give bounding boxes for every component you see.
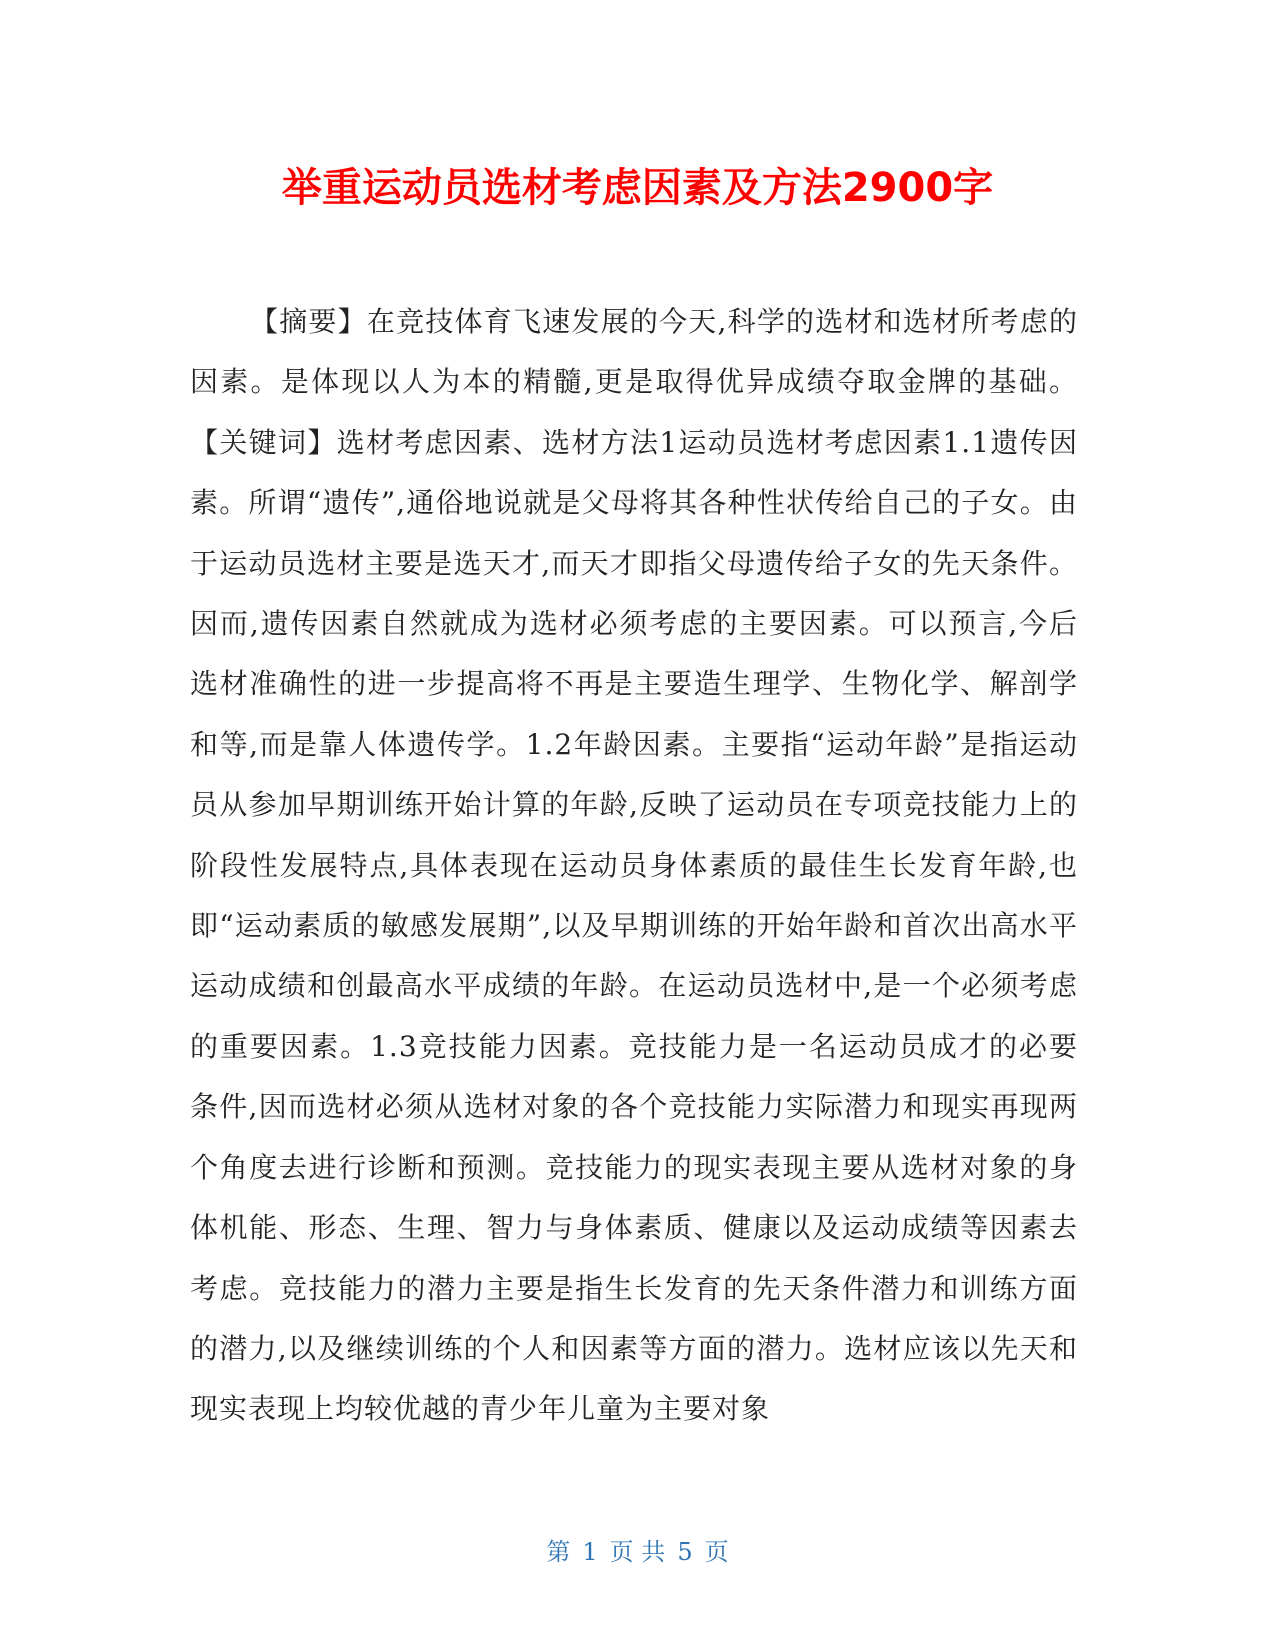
footer-current-page: 1	[582, 1538, 598, 1566]
document-title: 举重运动员选材考虑因素及方法2900字	[281, 165, 994, 211]
footer-total-pages: 5	[677, 1538, 693, 1566]
footer-label-page: 第	[546, 1538, 571, 1566]
page-footer	[0, 1536, 1275, 1568]
footer-label-pages: 页	[704, 1538, 729, 1566]
document-body: 【摘要】在竞技体育飞速发展的今天,科学的选材和选材所考虑的因素。是体现以人为本的精髓,更是取得优异成绩夺取金牌的基础。【关键词】选材考虑因素、选材方法1运动员选材考虑因素1.1遗传因素。所谓“遗传”,通俗地说就是父母将其各种性状传给自己的子女。由于运动员选材主要是选天才,而天才即指父母遗传给子女的先天条件。因而,遗传因素自然就成为选材必须考虑的主要因素。可以预言,今后选材准确性的进一步提高将不再是主要造生理学、生物化学、解剖学和等,而是靠人体遗传学。1.2年龄因素。主要指“运动年龄”是指运动员从参加早期训练开始计算的年龄,反映了运动员在专项竞技能力上的阶段性发展特点,具体表现在运动员身体素质的最佳生长发育年龄,也即“运动素质的敏感发展期”,以及早期训练的开始年龄和首次出高水平运动成绩和创最高水平成绩的年龄。在运动员选材中,是一个必须考虑的重要因素。1.3竞技能力因素。竞技能力是一名运动员成才的必要条件,因而选材必须从选材对象的各个竞技能力实际潜力和现实再现两个角度去进行诊断和预测。竞技能力的现实表现主要从选材对象的身体机能、形态、生理、智力与身体素质、健康以及运动成绩等因素去考虑。竞技能力的潜力主要是指生长发育的先天条件潜力和训练方面的潜力,以及继续训练的个人和因素等方面的潜力。选材应该以先天和现实表现上均较优越的青少年儿童为主要对象	[190, 305, 1078, 1426]
footer-label-of: 页 共	[609, 1538, 666, 1566]
